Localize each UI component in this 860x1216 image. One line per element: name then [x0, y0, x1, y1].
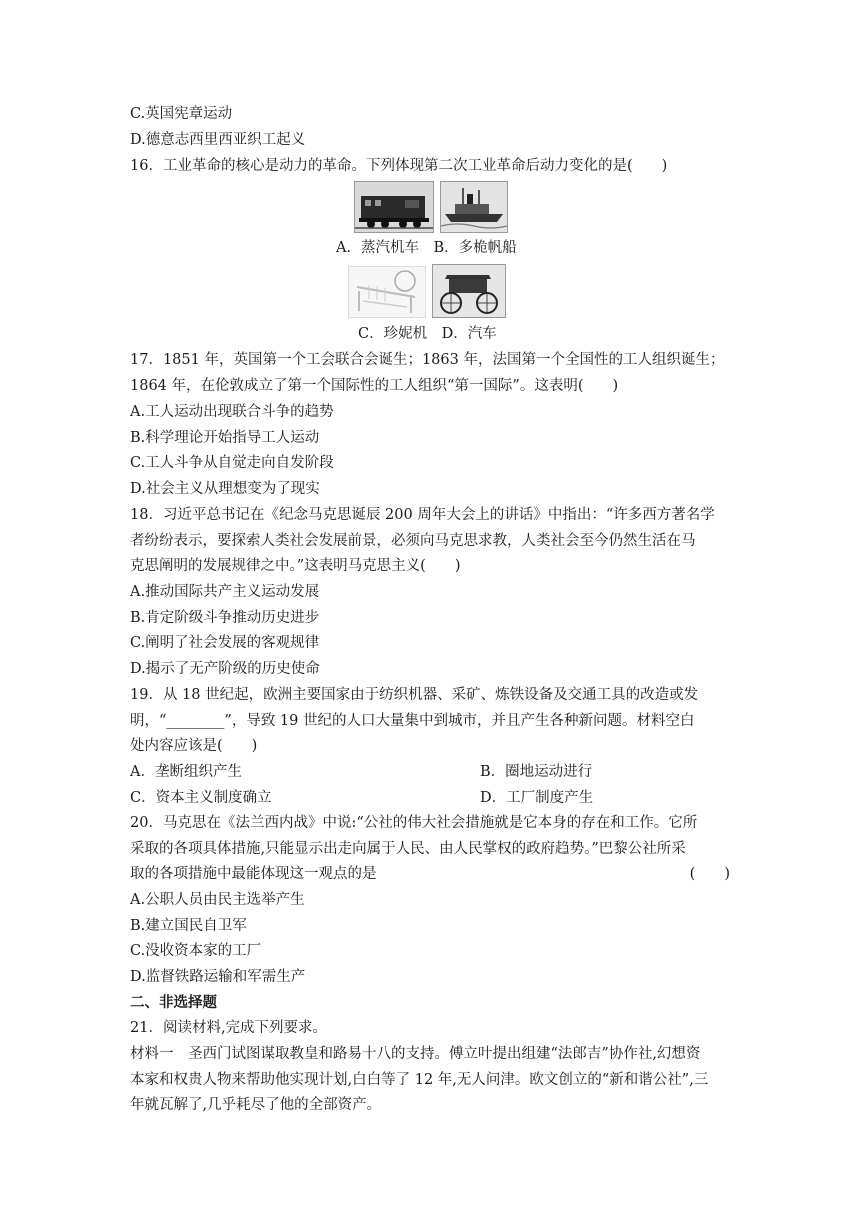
- q20-stem-line1: 20．马克思在《法兰西内战》中说:“公社的伟大社会措施就是它本身的存在和工作。它所: [130, 815, 698, 831]
- q21-material1-line1: 材料一 圣西门试图谋取教皇和路易十八的支持。傅立叶提出组建“法郎吉”协作社,幻想资: [130, 1046, 701, 1062]
- q18-stem-line2: 者纷纷表示，要探索人类社会发展前景，必须向马克思求教，人类社会至今仍然生活在马: [130, 533, 696, 549]
- q21-stem: 21．阅读材料,完成下列要求。: [130, 1020, 328, 1036]
- q21-material1-line2: 本家和权贵人物来帮助他实现计划,白白等了 12 年,无人问津。欧文创立的“新和谐公社”,三: [130, 1072, 709, 1088]
- q20-option-d: D.监督铁路运输和军需生产: [130, 969, 306, 985]
- q19-options-row2: [130, 788, 730, 808]
- q18-stem-line3: 克思阐明的发展规律之中。”这表明马克思主义( ): [130, 558, 461, 574]
- section-title-non-choice: 二、非选择题: [130, 994, 217, 1011]
- steam-locomotive-image: [354, 181, 434, 233]
- q16-caption-cd: C．珍妮机 D．汽车: [358, 326, 497, 342]
- q19-stem-line1: 19．从 18 世纪起，欧洲主要国家由于纺织机器、采矿、炼铁设备及交通工具的改造或发: [130, 687, 699, 703]
- q15-option-d: D.德意志西里西亚织工起义: [130, 132, 306, 148]
- q17-stem-line1: 17．1851 年，英国第一个工会联合会诞生；1863 年，法国第一个全国性的工人组织诞生；: [130, 352, 725, 368]
- q20-option-a: A.公职人员由民主选举产生: [130, 892, 305, 908]
- spinning-jenny-image: [348, 266, 426, 318]
- q20-option-c: C.没收资本家的工厂: [130, 943, 262, 959]
- q20-stem-line3-row: [130, 864, 730, 884]
- q17-option-c: C.工人斗争从自觉走向自发阶段: [130, 455, 334, 471]
- q15-option-c: C.英国宪章运动: [130, 106, 233, 122]
- q18-option-b: B.肯定阶级斗争推动历史进步: [130, 610, 320, 626]
- q19-stem-line2: 明，“________”，导致 19 世纪的人口大量集中到城市，并且产生各种新问题。材料空白: [130, 713, 695, 729]
- sailing-ship-image: [440, 181, 508, 233]
- q20-stem-line2: 采取的各项具体措施,只能显示出走向属于人民、由人民掌权的政府趋势。”巴黎公社所采: [130, 841, 686, 857]
- q19-stem-line3: 处内容应该是( ): [130, 738, 258, 754]
- q19-option-a: A．垄断组织产生: [130, 764, 242, 780]
- q18-option-a: A.推动国际共产主义运动发展: [130, 584, 320, 600]
- q18-option-d: D.揭示了无产阶级的历史使命: [130, 661, 320, 677]
- q16-stem: 16．工业革命的核心是动力的革命。下列体现第二次工业革命后动力变化的是( ): [130, 158, 668, 174]
- q17-stem-line2: 1864 年，在伦敦成立了第一个国际性的工人组织“第一国际”。这表明( ): [130, 378, 619, 394]
- q19-options-row1: [130, 762, 730, 782]
- q20-stem-line3: 取的各项措施中最能体现这一观点的是: [130, 866, 377, 882]
- q21-material1-line3: 年就瓦解了,几乎耗尽了他的全部资产。: [130, 1097, 382, 1113]
- q17-option-b: B.科学理论开始指导工人运动: [130, 430, 320, 446]
- q19-option-b: B．圈地运动进行: [480, 764, 593, 780]
- q16-caption-ab: A．蒸汽机车 B．多桅帆船: [336, 240, 517, 256]
- q17-option-a: A.工人运动出现联合斗争的趋势: [130, 404, 334, 420]
- q20-option-b: B.建立国民自卫军: [130, 918, 247, 934]
- q19-option-c: C．资本主义制度确立: [130, 790, 272, 806]
- q18-option-c: C.阐明了社会发展的客观规律: [130, 635, 320, 651]
- q19-option-d: D．工厂制度产生: [480, 790, 594, 806]
- automobile-image: [432, 264, 506, 318]
- q17-option-d: D.社会主义从理想变为了现实: [130, 481, 320, 497]
- q20-answer-paren: ( ): [689, 866, 730, 882]
- q18-stem-line1: 18．习近平总书记在《纪念马克思诞辰 200 周年大会上的讲话》中指出：“许多西方著名学: [130, 507, 715, 523]
